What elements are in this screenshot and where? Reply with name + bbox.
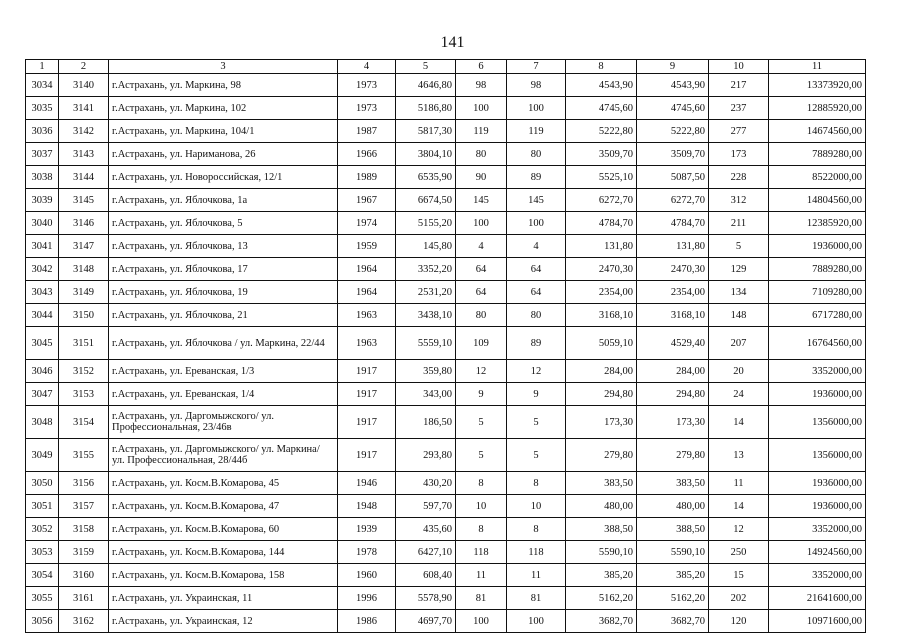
table-cell: 1948: [338, 495, 396, 518]
table-cell: 9: [507, 383, 566, 406]
table-cell: 131,80: [637, 235, 709, 258]
table-cell: 3046: [26, 360, 59, 383]
table-cell: 100: [456, 212, 507, 235]
table-cell: 1936000,00: [769, 472, 866, 495]
table-cell: 1986: [338, 610, 396, 633]
table-cell: 145,80: [396, 235, 456, 258]
table-cell: 3036: [26, 120, 59, 143]
table-cell: 3051: [26, 495, 59, 518]
table-cell: 89: [507, 166, 566, 189]
table-cell: 3050: [26, 472, 59, 495]
table-cell: 1959: [338, 235, 396, 258]
table-row: [26, 235, 866, 258]
table-cell: 3142: [59, 120, 109, 143]
table-cell: 173,30: [637, 406, 709, 439]
table-cell: 3352000,00: [769, 518, 866, 541]
table-cell: 3144: [59, 166, 109, 189]
table-cell: 4784,70: [637, 212, 709, 235]
address-cell: г.Астрахань, ул. Косм.В.Комарова, 45: [109, 472, 338, 495]
table-row: [26, 541, 866, 564]
table-cell: 100: [456, 610, 507, 633]
table-row: [26, 587, 866, 610]
table-row: [26, 439, 866, 472]
table-cell: 597,70: [396, 495, 456, 518]
table-cell: 1917: [338, 360, 396, 383]
table-cell: 293,80: [396, 439, 456, 472]
address-cell: г.Астрахань, ул. Яблочкова, 13: [109, 235, 338, 258]
table-cell: 12885920,00: [769, 97, 866, 120]
table-row: [26, 383, 866, 406]
table-cell: 3153: [59, 383, 109, 406]
address-cell: г.Астрахань, ул. Маркина, 104/1: [109, 120, 338, 143]
table-cell: 3042: [26, 258, 59, 281]
table-cell: 11: [507, 564, 566, 587]
address-cell: г.Астрахань, ул. Яблочкова, 1а: [109, 189, 338, 212]
table-cell: 228: [709, 166, 769, 189]
table-cell: 118: [507, 541, 566, 564]
table-cell: 98: [456, 74, 507, 97]
table-cell: 3035: [26, 97, 59, 120]
table-cell: 100: [507, 212, 566, 235]
table-cell: 383,50: [637, 472, 709, 495]
table-cell: 3156: [59, 472, 109, 495]
table-cell: 435,60: [396, 518, 456, 541]
table-cell: 284,00: [566, 360, 637, 383]
table-cell: 129: [709, 258, 769, 281]
table-cell: 8: [507, 472, 566, 495]
table-cell: 6535,90: [396, 166, 456, 189]
table-cell: 5: [709, 235, 769, 258]
table-cell: 5525,10: [566, 166, 637, 189]
table-cell: 3148: [59, 258, 109, 281]
table-cell: 5162,20: [566, 587, 637, 610]
table-cell: 6674,50: [396, 189, 456, 212]
table-cell: 145: [507, 189, 566, 212]
column-header: 8: [566, 60, 637, 74]
table-cell: 1964: [338, 281, 396, 304]
table-cell: 277: [709, 120, 769, 143]
table-cell: 3141: [59, 97, 109, 120]
table-row: [26, 166, 866, 189]
table-cell: 100: [507, 97, 566, 120]
column-header: 1: [26, 60, 59, 74]
table-cell: 11: [709, 472, 769, 495]
table-cell: 480,00: [637, 495, 709, 518]
table-cell: 5590,10: [566, 541, 637, 564]
address-cell: г.Астрахань, ул. Яблочкова, 17: [109, 258, 338, 281]
table-cell: 202: [709, 587, 769, 610]
table-cell: 1987: [338, 120, 396, 143]
table-cell: 64: [456, 281, 507, 304]
table-cell: 279,80: [566, 439, 637, 472]
table-cell: 1967: [338, 189, 396, 212]
table-cell: 64: [507, 258, 566, 281]
table-cell: 80: [456, 304, 507, 327]
table-row: [26, 189, 866, 212]
table-cell: 279,80: [637, 439, 709, 472]
table-cell: 3048: [26, 406, 59, 439]
column-header: 2: [59, 60, 109, 74]
table-cell: 3168,10: [566, 304, 637, 327]
table-cell: 1939: [338, 518, 396, 541]
table-cell: 3140: [59, 74, 109, 97]
table-cell: 2531,20: [396, 281, 456, 304]
table-cell: 1356000,00: [769, 406, 866, 439]
table-cell: 217: [709, 74, 769, 97]
page-number: 141: [440, 34, 465, 51]
table-cell: 4745,60: [566, 97, 637, 120]
table-cell: 1973: [338, 97, 396, 120]
table-cell: 3160: [59, 564, 109, 587]
address-cell: г.Астрахань, ул. Нариманова, 26: [109, 143, 338, 166]
table-cell: 312: [709, 189, 769, 212]
table-cell: 5059,10: [566, 327, 637, 360]
table-cell: 11: [456, 564, 507, 587]
column-header: 10: [709, 60, 769, 74]
address-cell: г.Астрахань, ул. Даргомыжского/ ул. Профессиональная, 23/46в: [109, 406, 338, 439]
table-cell: 3438,10: [396, 304, 456, 327]
table-cell: 3161: [59, 587, 109, 610]
address-cell: г.Астрахань, ул. Косм.В.Комарова, 60: [109, 518, 338, 541]
table-cell: 3162: [59, 610, 109, 633]
table-cell: 14: [709, 495, 769, 518]
table-cell: 294,80: [566, 383, 637, 406]
table-row: [26, 120, 866, 143]
table-cell: 80: [507, 304, 566, 327]
table-cell: 3150: [59, 304, 109, 327]
table-cell: 12385920,00: [769, 212, 866, 235]
address-cell: г.Астрахань, ул. Ереванская, 1/4: [109, 383, 338, 406]
table-cell: 13373920,00: [769, 74, 866, 97]
table-cell: 14: [709, 406, 769, 439]
table-cell: 90: [456, 166, 507, 189]
address-cell: г.Астрахань, ул. Украинская, 11: [109, 587, 338, 610]
table-cell: 3143: [59, 143, 109, 166]
address-cell: г.Астрахань, ул. Косм.В.Комарова, 47: [109, 495, 338, 518]
table-row: [26, 327, 866, 360]
table-cell: 14924560,00: [769, 541, 866, 564]
address-cell: г.Астрахань, ул. Яблочкова, 21: [109, 304, 338, 327]
table-cell: 13: [709, 439, 769, 472]
table-cell: 207: [709, 327, 769, 360]
table-cell: 2354,00: [637, 281, 709, 304]
table-cell: 3154: [59, 406, 109, 439]
table-cell: 3041: [26, 235, 59, 258]
table-cell: 1963: [338, 327, 396, 360]
table-cell: 80: [456, 143, 507, 166]
table-cell: 16764560,00: [769, 327, 866, 360]
table-cell: 64: [456, 258, 507, 281]
table-cell: 3152: [59, 360, 109, 383]
table-cell: 5578,90: [396, 587, 456, 610]
table-cell: 3034: [26, 74, 59, 97]
table-cell: 3509,70: [637, 143, 709, 166]
table-cell: 10971600,00: [769, 610, 866, 633]
table-cell: 4784,70: [566, 212, 637, 235]
table-cell: 4: [507, 235, 566, 258]
table-cell: 343,00: [396, 383, 456, 406]
table-cell: 5087,50: [637, 166, 709, 189]
column-header: 3: [109, 60, 338, 74]
table-cell: 359,80: [396, 360, 456, 383]
table-cell: 5222,80: [637, 120, 709, 143]
table-cell: 3804,10: [396, 143, 456, 166]
table-cell: 4697,70: [396, 610, 456, 633]
table-cell: 1917: [338, 383, 396, 406]
table-cell: 4543,90: [566, 74, 637, 97]
table-cell: 12: [456, 360, 507, 383]
table-row: [26, 564, 866, 587]
table-cell: 1917: [338, 439, 396, 472]
table-cell: 14804560,00: [769, 189, 866, 212]
table-cell: 3055: [26, 587, 59, 610]
table-cell: 6272,70: [566, 189, 637, 212]
table-cell: 3158: [59, 518, 109, 541]
column-header: 9: [637, 60, 709, 74]
table-cell: 8: [456, 472, 507, 495]
table-cell: 89: [507, 327, 566, 360]
table-cell: 3168,10: [637, 304, 709, 327]
data-table: [25, 59, 866, 633]
table-cell: 5: [456, 439, 507, 472]
table-cell: 3159: [59, 541, 109, 564]
address-cell: г.Астрахань, ул. Ереванская, 1/3: [109, 360, 338, 383]
table-cell: 3157: [59, 495, 109, 518]
address-cell: г.Астрахань, ул. Маркина, 98: [109, 74, 338, 97]
table-header-row: [26, 60, 866, 74]
table-cell: 81: [507, 587, 566, 610]
table-cell: 20: [709, 360, 769, 383]
table-cell: 14674560,00: [769, 120, 866, 143]
table-cell: 383,50: [566, 472, 637, 495]
table-row: [26, 212, 866, 235]
table-cell: 120: [709, 610, 769, 633]
table-cell: 134: [709, 281, 769, 304]
address-cell: г.Астрахань, ул. Яблочкова / ул. Маркина, 22/44: [109, 327, 338, 360]
address-cell: г.Астрахань, ул. Новороссийская, 12/1: [109, 166, 338, 189]
table-cell: 1356000,00: [769, 439, 866, 472]
table-cell: 284,00: [637, 360, 709, 383]
table-cell: 145: [456, 189, 507, 212]
table-cell: 6427,10: [396, 541, 456, 564]
table-cell: 100: [456, 97, 507, 120]
table-cell: 15: [709, 564, 769, 587]
table-cell: 3052: [26, 518, 59, 541]
table-cell: 3682,70: [566, 610, 637, 633]
table-cell: 98: [507, 74, 566, 97]
table-cell: 5: [507, 439, 566, 472]
table-cell: 388,50: [566, 518, 637, 541]
table-cell: 186,50: [396, 406, 456, 439]
table-cell: 148: [709, 304, 769, 327]
table-cell: 5590,10: [637, 541, 709, 564]
table-cell: 1936000,00: [769, 383, 866, 406]
table-cell: 3044: [26, 304, 59, 327]
address-cell: г.Астрахань, ул. Даргомыжского/ ул. Маркина/ ул. Профессиональная, 28/44б: [109, 439, 338, 472]
table-cell: 430,20: [396, 472, 456, 495]
table-row: [26, 472, 866, 495]
table-row: [26, 258, 866, 281]
table-cell: 1989: [338, 166, 396, 189]
address-cell: г.Астрахань, ул. Маркина, 102: [109, 97, 338, 120]
table-row: [26, 74, 866, 97]
table-cell: 3151: [59, 327, 109, 360]
table-cell: 64: [507, 281, 566, 304]
column-header: 6: [456, 60, 507, 74]
table-cell: 7889280,00: [769, 143, 866, 166]
table-cell: 1960: [338, 564, 396, 587]
table-cell: 5559,10: [396, 327, 456, 360]
table-cell: 80: [507, 143, 566, 166]
table-cell: 8: [507, 518, 566, 541]
table-cell: 1973: [338, 74, 396, 97]
table-cell: 9: [456, 383, 507, 406]
table-cell: 5: [507, 406, 566, 439]
table-cell: 3037: [26, 143, 59, 166]
table-cell: 118: [456, 541, 507, 564]
table-cell: 237: [709, 97, 769, 120]
table-cell: 3352000,00: [769, 360, 866, 383]
table-cell: 3149: [59, 281, 109, 304]
table-row: [26, 143, 866, 166]
table-cell: 2470,30: [566, 258, 637, 281]
table-cell: 5817,30: [396, 120, 456, 143]
table-cell: 1978: [338, 541, 396, 564]
table-cell: 12: [507, 360, 566, 383]
table-cell: 5222,80: [566, 120, 637, 143]
table-cell: 8: [456, 518, 507, 541]
table-cell: 3039: [26, 189, 59, 212]
address-cell: г.Астрахань, ул. Яблочкова, 5: [109, 212, 338, 235]
table-cell: 3682,70: [637, 610, 709, 633]
table-row: [26, 281, 866, 304]
table-cell: 294,80: [637, 383, 709, 406]
table-cell: 3145: [59, 189, 109, 212]
address-cell: г.Астрахань, ул. Яблочкова, 19: [109, 281, 338, 304]
table-cell: 3352000,00: [769, 564, 866, 587]
column-header: 5: [396, 60, 456, 74]
table-cell: 7109280,00: [769, 281, 866, 304]
table-cell: 5155,20: [396, 212, 456, 235]
table-row: [26, 406, 866, 439]
table-cell: 1936000,00: [769, 495, 866, 518]
table-cell: 1917: [338, 406, 396, 439]
table-cell: 4745,60: [637, 97, 709, 120]
table-cell: 3043: [26, 281, 59, 304]
table-cell: 3040: [26, 212, 59, 235]
table-cell: 6272,70: [637, 189, 709, 212]
address-cell: г.Астрахань, ул. Косм.В.Комарова, 144: [109, 541, 338, 564]
table-cell: 109: [456, 327, 507, 360]
table-cell: 250: [709, 541, 769, 564]
table-cell: 480,00: [566, 495, 637, 518]
table-row: [26, 495, 866, 518]
table-row: [26, 518, 866, 541]
table-cell: 3038: [26, 166, 59, 189]
table-cell: 3155: [59, 439, 109, 472]
column-header: 4: [338, 60, 396, 74]
table-cell: 3147: [59, 235, 109, 258]
column-header: 7: [507, 60, 566, 74]
table-cell: 119: [456, 120, 507, 143]
table-cell: 10: [456, 495, 507, 518]
table-cell: 388,50: [637, 518, 709, 541]
table-body: [26, 74, 866, 633]
table-cell: 4: [456, 235, 507, 258]
table-cell: 24: [709, 383, 769, 406]
table-cell: 5: [456, 406, 507, 439]
table-cell: 5162,20: [637, 587, 709, 610]
table-row: [26, 360, 866, 383]
table-cell: 173,30: [566, 406, 637, 439]
table-cell: 1936000,00: [769, 235, 866, 258]
table-cell: 8522000,00: [769, 166, 866, 189]
table-cell: 119: [507, 120, 566, 143]
address-cell: г.Астрахань, ул. Косм.В.Комарова, 158: [109, 564, 338, 587]
table-cell: 12: [709, 518, 769, 541]
table-cell: 608,40: [396, 564, 456, 587]
table-row: [26, 304, 866, 327]
table-cell: 81: [456, 587, 507, 610]
table-cell: 4646,80: [396, 74, 456, 97]
table-cell: 21641600,00: [769, 587, 866, 610]
table-cell: 3352,20: [396, 258, 456, 281]
table-row: [26, 97, 866, 120]
table-cell: 4529,40: [637, 327, 709, 360]
table-cell: 3045: [26, 327, 59, 360]
table-cell: 1974: [338, 212, 396, 235]
table-cell: 5186,80: [396, 97, 456, 120]
table-cell: 3053: [26, 541, 59, 564]
table-cell: 10: [507, 495, 566, 518]
table-cell: 173: [709, 143, 769, 166]
table-cell: 3047: [26, 383, 59, 406]
table-cell: 385,20: [566, 564, 637, 587]
table-cell: 211: [709, 212, 769, 235]
table-cell: 1966: [338, 143, 396, 166]
table-cell: 131,80: [566, 235, 637, 258]
table-cell: 6717280,00: [769, 304, 866, 327]
table-cell: 1996: [338, 587, 396, 610]
address-cell: г.Астрахань, ул. Украинская, 12: [109, 610, 338, 633]
column-header: 11: [769, 60, 866, 74]
table-cell: 1964: [338, 258, 396, 281]
table-cell: 7889280,00: [769, 258, 866, 281]
table-cell: 385,20: [637, 564, 709, 587]
table-cell: 100: [507, 610, 566, 633]
table-cell: 4543,90: [637, 74, 709, 97]
table-cell: 1963: [338, 304, 396, 327]
table-cell: 2470,30: [637, 258, 709, 281]
table-cell: 3049: [26, 439, 59, 472]
table-cell: 3056: [26, 610, 59, 633]
table-cell: 2354,00: [566, 281, 637, 304]
table-cell: 3054: [26, 564, 59, 587]
table-cell: 1946: [338, 472, 396, 495]
table-cell: 3146: [59, 212, 109, 235]
table-row: [26, 610, 866, 633]
table-cell: 3509,70: [566, 143, 637, 166]
